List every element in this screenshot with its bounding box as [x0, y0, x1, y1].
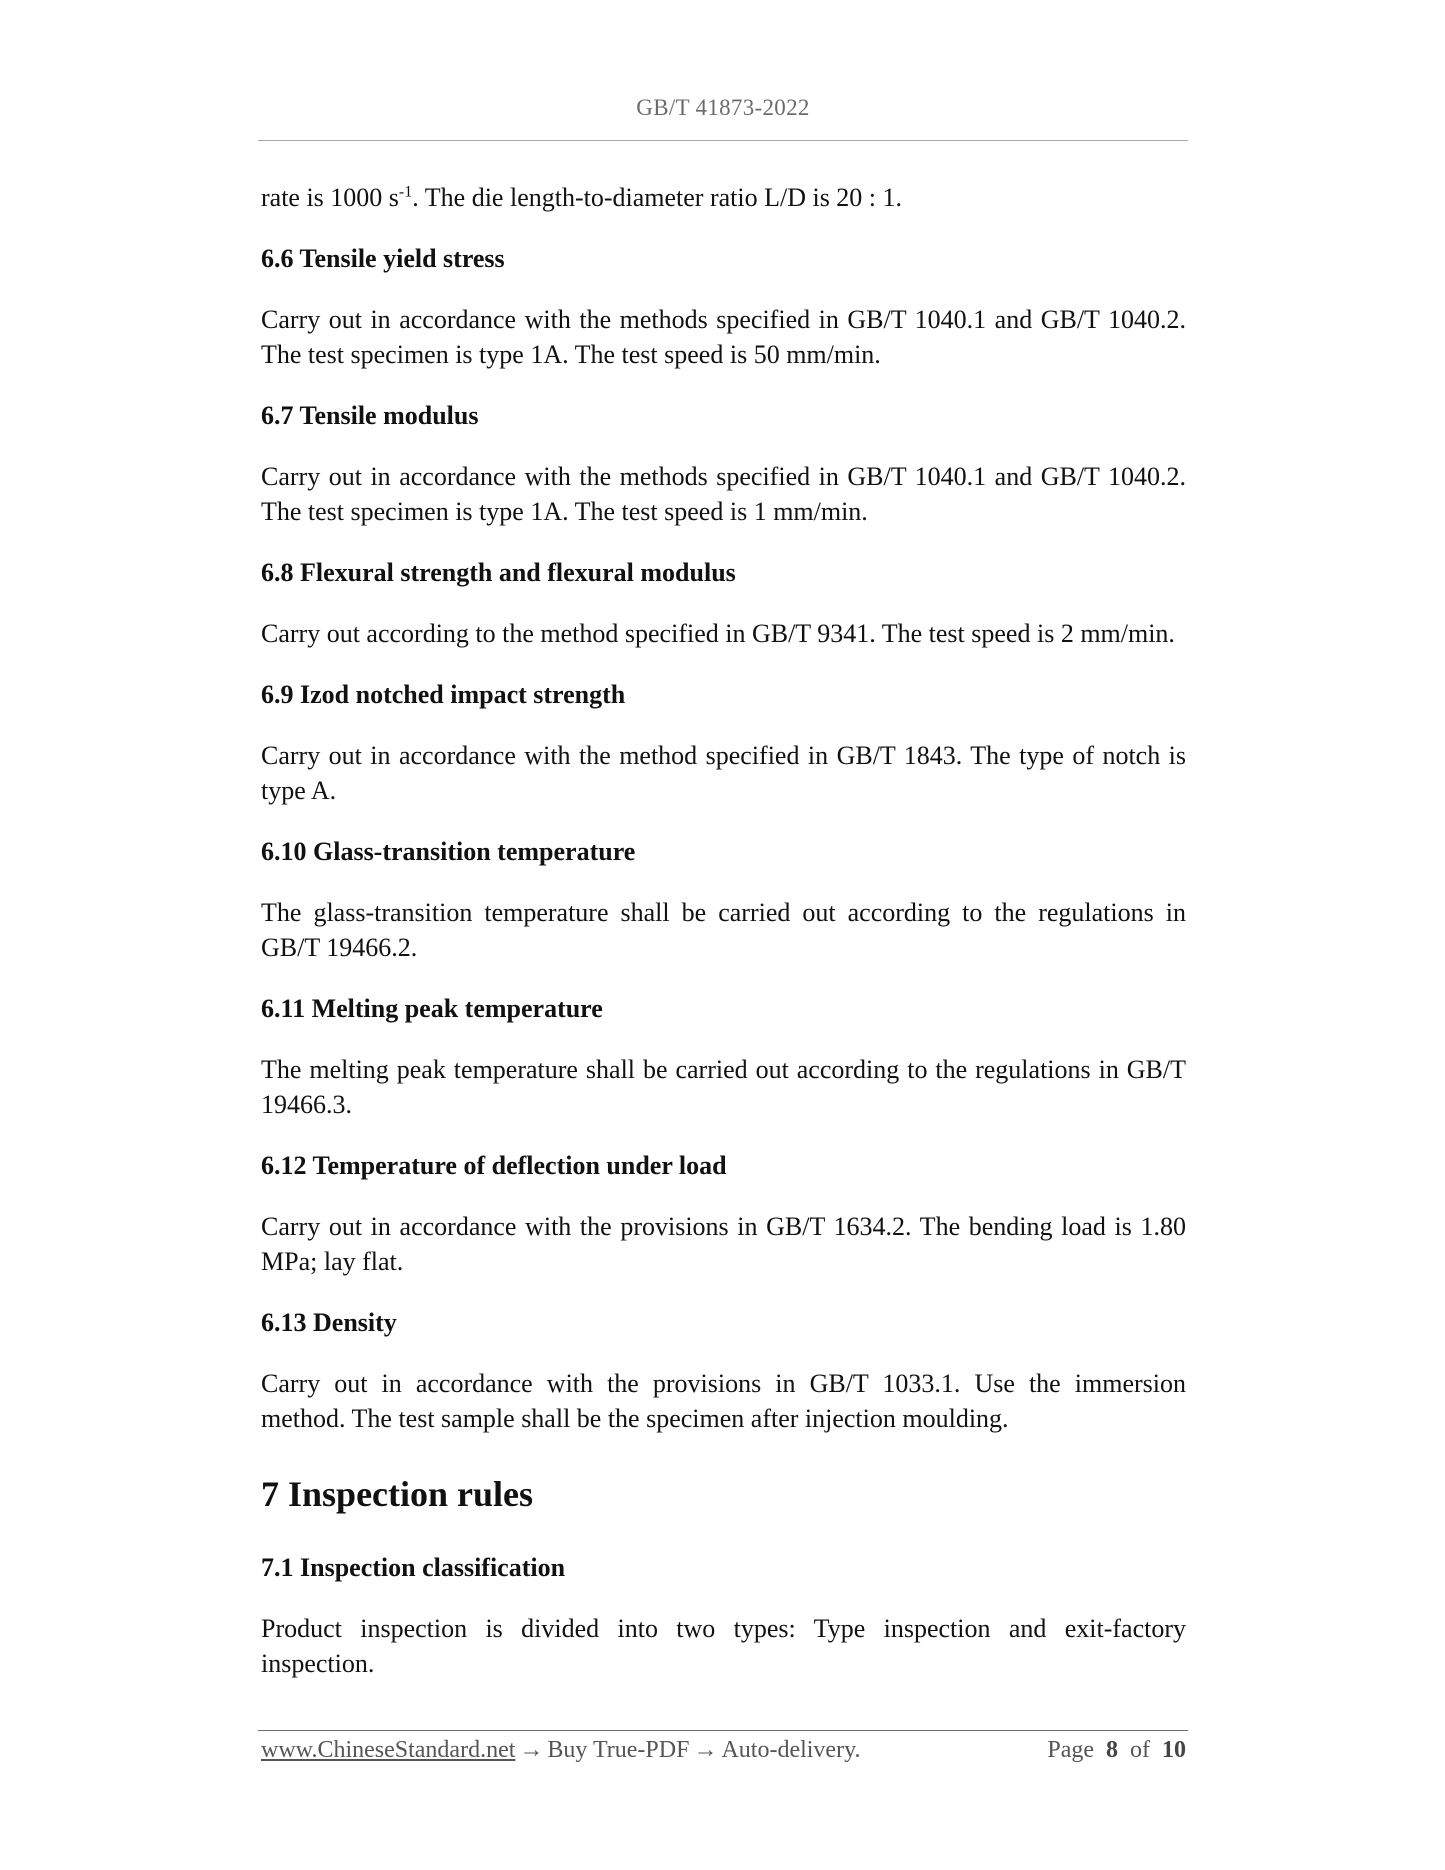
section-6-13-text: Carry out in accordance with the provisions in GB/T 1033.1. Use the immersion method. The test sample shall be the specimen after injection moulding.	[261, 1369, 1186, 1433]
section-6-11-heading: 6.11 Melting peak temperature	[261, 994, 603, 1023]
section-6-12-heading: 6.12 Temperature of deflection under load	[261, 1151, 727, 1180]
section-6-7-text: Carry out in accordance with the methods specified in GB/T 1040.1 and GB/T 1040.2. The test specimen is type 1A. The test speed is 1 mm/min.	[261, 462, 1186, 526]
chapter-7-heading: 7 Inspection rules	[261, 1474, 534, 1514]
section-6-7-heading: 6.7 Tensile modulus	[261, 401, 479, 430]
page-footer	[261, 1733, 1186, 1767]
document-body	[261, 180, 1186, 1681]
intro-paragraph	[261, 180, 1186, 215]
section-6-8-text: Carry out according to the method specified in GB/T 9341. The test speed is 2 mm/min.	[261, 619, 1175, 648]
buy-true-pdf-text: Buy True-PDF	[547, 1737, 690, 1763]
footer-promo	[261, 1733, 861, 1767]
intro-superscript: -1	[398, 183, 413, 201]
section-6-12-text: Carry out in accordance with the provisions in GB/T 1634.2. The bending load is 1.80 MPa; lay flat.	[261, 1212, 1186, 1276]
site-link[interactable]: www.ChineseStandard.net	[261, 1737, 516, 1763]
section-6-11-text: The melting peak temperature shall be carried out according to the regulations in GB/T 19466.3.	[261, 1055, 1186, 1119]
page-current: 8	[1106, 1737, 1118, 1763]
intro-text-before: rate is 1000 s	[261, 183, 399, 212]
section-7-1-text: Product inspection is divided into two types: Type inspection and exit-factory inspection.	[261, 1614, 1186, 1678]
auto-delivery-text: Auto-delivery.	[721, 1737, 861, 1763]
page-indicator	[1047, 1733, 1186, 1767]
section-6-6-heading: 6.6 Tensile yield stress	[261, 244, 505, 273]
section-6-10-heading: 6.10 Glass-transition temperature	[261, 837, 636, 866]
section-6-10-text: The glass-transition temperature shall be carried out according to the regulations in GB/T 19466.2.	[261, 898, 1186, 962]
section-6-13-heading: 6.13 Density	[261, 1308, 397, 1337]
section-6-6-text: Carry out in accordance with the methods specified in GB/T 1040.1 and GB/T 1040.2. The test specimen is type 1A. The test speed is 50 mm/min.	[261, 305, 1186, 369]
of-label: of	[1130, 1737, 1150, 1763]
page-total: 10	[1162, 1737, 1186, 1763]
arrow-right-icon: →	[519, 1737, 544, 1763]
intro-text-after: . The die length-to-diameter ratio L/D is 20 : 1.	[412, 183, 903, 212]
section-7-1-heading: 7.1 Inspection classification	[261, 1553, 566, 1582]
header-divider	[258, 140, 1188, 141]
page-header: GB/T 41873-2022	[636, 95, 810, 120]
section-6-9-text: Carry out in accordance with the method specified in GB/T 1843. The type of notch is type A.	[261, 741, 1186, 805]
footer-divider	[258, 1730, 1188, 1731]
section-6-8-heading: 6.8 Flexural strength and flexural modulus	[261, 558, 736, 587]
section-6-9-heading: 6.9 Izod notched impact strength	[261, 680, 626, 709]
arrow-right-icon: →	[693, 1737, 718, 1763]
page-label: Page	[1047, 1737, 1094, 1763]
